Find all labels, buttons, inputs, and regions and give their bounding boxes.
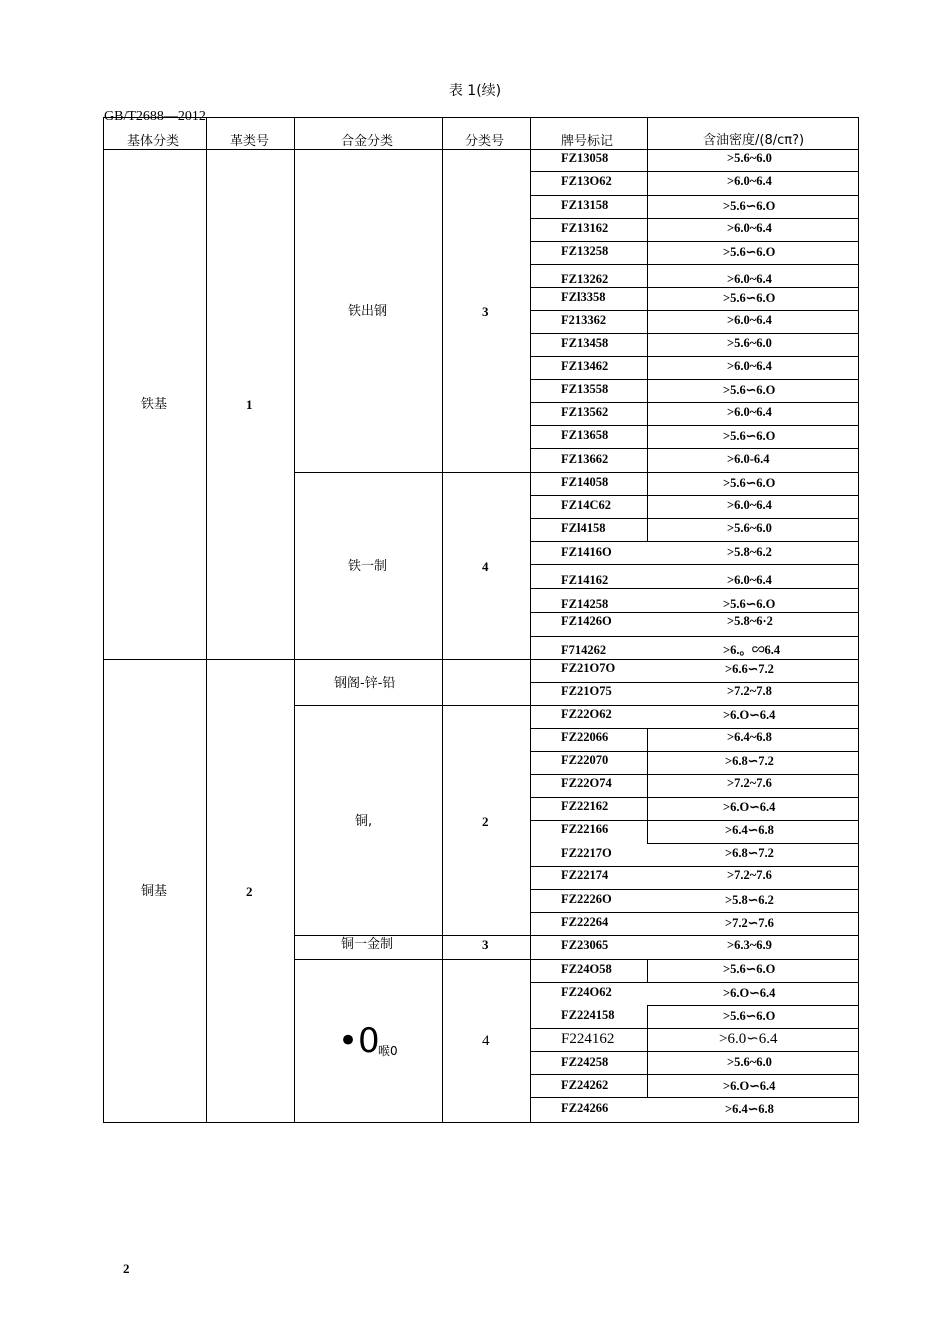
grade-code: FZ14058: [561, 475, 609, 489]
grade-code: FZ22264: [561, 915, 609, 929]
density-value: >5.6∽6.O: [723, 245, 776, 259]
page-number: 2: [123, 1261, 130, 1276]
density-value: >5.8∽6.2: [725, 893, 774, 907]
grade-code: FZ13662: [561, 452, 609, 466]
grade-code: F213362: [561, 313, 607, 327]
alloy-iron-4: 铁一制: [348, 559, 388, 574]
density-value: >6.4~6.8: [727, 730, 772, 744]
grade-code: FZ24262: [561, 1078, 609, 1092]
grade-code: FZl3358: [561, 290, 606, 304]
density-value: >6.0∽6.4: [719, 1031, 778, 1047]
grade-code: FZ13262: [561, 272, 609, 286]
grade-code: FZ13458: [561, 336, 609, 350]
density-value: >6.8∽7.2: [725, 846, 774, 860]
alloy-copper-1: 钢阁-锌-铅: [334, 676, 396, 691]
density-value: >6.0~6.4: [727, 573, 772, 587]
grade-code: FZl4158: [561, 521, 606, 535]
grade-code: FZ22166: [561, 822, 609, 836]
density-value: >6.0-6.4: [727, 452, 770, 466]
density-value: >7.2~7.6: [727, 868, 772, 882]
density-value: >5.8~6·2: [727, 614, 773, 628]
class-copper-3: 3: [482, 937, 489, 952]
grade-code: FZ13158: [561, 198, 609, 212]
density-value: >6.0~6.4: [727, 405, 772, 419]
density-value: >5.6∽6.O: [723, 291, 776, 305]
density-value: >6.0~6.4: [727, 221, 772, 235]
grade-code: FZ21O7O: [561, 661, 616, 675]
grade-code: FZ13462: [561, 359, 609, 373]
grade-code: FZ22066: [561, 730, 609, 744]
grade-code: FZ14258: [561, 597, 609, 611]
density-value: >6.O∽6.4: [723, 986, 776, 1000]
density-value: >5.6~6.0: [727, 336, 772, 350]
class-copper-4: 4: [482, 1033, 490, 1049]
grade-code: FZ23065: [561, 938, 609, 952]
density-value: >5.6∽6.O: [723, 383, 776, 397]
grade-code: FZ14C62: [561, 498, 611, 512]
density-value: >7.2~7.8: [727, 684, 772, 698]
density-value: >6.O∽6.4: [723, 1079, 776, 1093]
grade-code: FZ2217O: [561, 846, 612, 860]
grade-code: FZ24O62: [561, 985, 612, 999]
grade-code: FZ13058: [561, 151, 609, 165]
grade-code: FZ24258: [561, 1055, 609, 1069]
density-value: >5.6~6.0: [727, 151, 772, 165]
grade-code: FZ24O58: [561, 962, 612, 976]
grade-code: FZ13O62: [561, 174, 612, 188]
header-class-no: 分类号: [465, 134, 505, 149]
density-value: >6.O∽6.4: [723, 708, 776, 722]
class-iron-3: 3: [482, 304, 489, 319]
header-alloy: 合金分类: [341, 134, 394, 149]
header-base: 基体分类: [127, 134, 180, 149]
density-value: >5.6∽6.O: [723, 1009, 776, 1023]
density-value: >5.6~6.0: [727, 1055, 772, 1069]
base-iron: 铁基: [141, 397, 168, 412]
header-density: 含油密度/(8/cπ?): [703, 133, 805, 148]
grade-code: FZ22O74: [561, 776, 612, 790]
alloy-copper-3: 铜一金制: [341, 937, 394, 952]
alloy-copper-4-mark: •0: [338, 1021, 380, 1061]
density-value: >6.。∽6.4: [723, 643, 781, 657]
density-value: >6.0~6.4: [727, 174, 772, 188]
density-value: >6.0~6.4: [727, 313, 772, 327]
density-value: >5.6∽6.O: [723, 476, 776, 490]
grade-code: FZ21O75: [561, 684, 612, 698]
density-value: >7.2~7.6: [727, 776, 772, 790]
grade-code: FZ224158: [561, 1008, 615, 1022]
header-grade: 牌号标记: [561, 134, 614, 149]
alloy-copper-2: 铜,: [355, 814, 373, 829]
alloy-iron-3: 铁出钢: [348, 304, 388, 319]
density-value: >5.6~6.0: [727, 521, 772, 535]
category-copper: 2: [246, 884, 253, 899]
grade-code: FZ2226O: [561, 892, 612, 906]
grade-code: F224162: [561, 1031, 615, 1047]
base-copper: 铜基: [141, 884, 168, 899]
row-lines: [530, 172, 858, 1098]
density-value: >6.0~6.4: [727, 359, 772, 373]
density-value: >5.8~6.2: [727, 545, 772, 559]
grade-code: FZ14162: [561, 573, 609, 587]
grade-code: FZ24266: [561, 1101, 609, 1115]
density-value: >6.0~6.4: [727, 272, 772, 286]
header-category: 革类号: [230, 134, 270, 149]
grade-code: FZ22162: [561, 799, 609, 813]
grade-code: FZ22070: [561, 753, 609, 767]
grade-code: FZ22174: [561, 868, 609, 882]
density-value: >5.6∽6.O: [723, 962, 776, 976]
density-value: >6.4∽6.8: [725, 1102, 774, 1116]
density-value: >7.2∽7.6: [725, 916, 774, 930]
density-value: >6.4∽6.8: [725, 823, 774, 837]
grade-code: FZ13658: [561, 428, 609, 442]
grade-code: F714262: [561, 643, 607, 657]
density-value: >6.8∽7.2: [725, 754, 774, 768]
alloy-copper-4-small: 喉0: [378, 1044, 398, 1058]
grade-code: FZ22O62: [561, 707, 612, 721]
grade-code: FZ13258: [561, 244, 609, 258]
class-iron-4: 4: [482, 559, 489, 574]
grade-code: FZ1416O: [561, 545, 612, 559]
category-iron: 1: [246, 397, 253, 412]
density-value: >6.3~6.9: [727, 938, 772, 952]
grade-code: FZ13162: [561, 221, 609, 235]
class-copper-2: 2: [482, 814, 489, 829]
table-caption: 表 1(续): [448, 83, 502, 99]
density-value: >5.6∽6.O: [723, 597, 776, 611]
grade-code: FZ13558: [561, 382, 609, 396]
density-value: >6.6∽7.2: [725, 662, 774, 676]
grade-code: FZ13562: [561, 405, 609, 419]
grade-code: FZ1426O: [561, 614, 612, 628]
standard-number: GB/T2688—2012: [104, 109, 206, 124]
density-value: >5.6∽6.O: [723, 199, 776, 213]
density-value: >6.O∽6.4: [723, 800, 776, 814]
density-value: >6.0~6.4: [727, 498, 772, 512]
density-value: >5.6∽6.O: [723, 429, 776, 443]
